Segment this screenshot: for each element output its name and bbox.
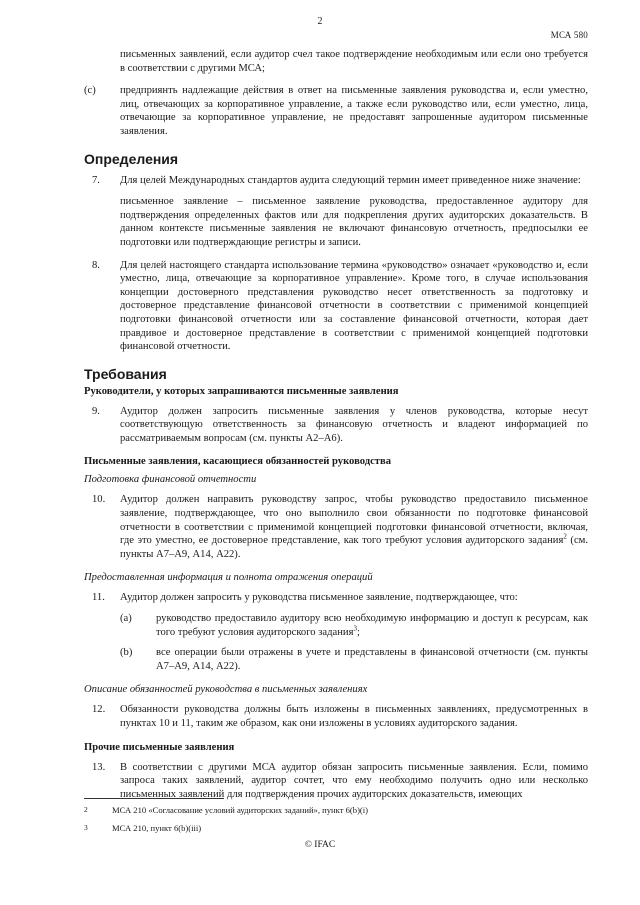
paragraph-number: 9. [92,405,100,417]
paragraph-text: Для целей настоящего стандарта использование термина «руководство» означает «руководство и, если уместно, лица, отвечающие за корпоративное управление». Кроме того, в случае использования концепции достоверного представления руководство несет ответственность за подготовку и достоверное представление финансовой отчетности в соответствии с применимой концепцией подготовки финансовой отчетности или за составление финансовой отчетности, которая дает правдивое и достоверное представление в соответствии с применимой концепцией подготовки финансовой отчетности. [120,259,588,353]
subheading-preparation: Подготовка финансовой отчетности [84,474,257,486]
page-footer: © IFAC [304,840,336,850]
list-label: (a) [120,613,132,625]
list-tail: ; [356,626,360,638]
paragraph-text: Аудитор должен запросить у руководства письменное заявление, подтверждающее, что: [120,592,518,604]
paragraph-9 [84,405,588,446]
paragraph-text: Обязанности руководства должны быть изложены в письменных заявлениях, предусмотренных в пунктах 10 и 11, таким же образом, как они изложены в условиях аудиторского задания. [120,704,588,729]
paragraph-13 [84,761,588,802]
document-id: МСА 580 [550,30,588,40]
paragraph-text: Аудитор должен запросить письменные заявления у членов руководства, которые несут соответствующую ответственность за финансовую отчетность и владеют информацией по рассматриваемым вопросам (см. пункты А2–А6). [120,405,588,444]
list-item-c [84,84,588,138]
continued-item-b: письменных заявлений, если аудитор счел такое подтверждение необходимым или если оно требуется в соответствии с другими МСА; [120,49,588,74]
paragraph-number: 10. [92,494,106,506]
footnote-3 [84,822,588,834]
footnote-ref-2: 2 [563,532,567,541]
list-item-a [84,612,588,639]
paragraph-tail: (см. пункты А7–А9, А14, А22). [120,535,588,560]
body-text [84,48,588,801]
section-heading-definitions: Определения [84,150,179,167]
subheading-other: Прочие письменные заявления [84,741,235,753]
footnote-text: МСА 210, пункт 6(b)(iii) [112,823,202,833]
footnote-2 [84,804,588,816]
footnote-mark: 2 [84,805,88,814]
subheading-responsibilities: Письменные заявления, касающиеся обязанностей руководства [84,456,392,468]
paragraph-text: Для целей Международных стандартов аудита следующий термин имеет приведенное ниже значение: [120,174,581,186]
section-heading-requirements: Требования [84,365,167,382]
list-label: (c) [84,85,96,97]
paragraph-number: 13. [92,761,106,773]
footnote-ref-3: 3 [353,624,357,633]
list-body: руководство предоставило аудитору всю необходимую информацию и доступ к ресурсам, как того требуют условия аудиторского задания [156,613,588,638]
subheading-information: Предоставленная информация и полнота отражения операций [84,572,373,584]
paragraph-12 [84,703,588,730]
list-label: (b) [120,647,133,659]
footnote-mark: 3 [84,823,88,832]
list-text [156,612,588,639]
paragraph-body: Аудитор должен направить руководству запрос, чтобы руководство предоставило письменное заявление, подтверждающее, что оно выполнило свои обязанности по подготовке финансовой отчетности в соответствии с применимой концепцией подготовки финансовой отчетности, включая, где это уместно, ее достоверное представление, как того требуют условия аудиторского задания [120,494,588,547]
paragraph-number: 11. [92,592,105,604]
footnote-divider [84,798,224,799]
footnote-text: МСА 210 «Согласование условий аудиторских заданий», пункт 6(b)(i) [112,805,369,815]
paragraph-number: 8. [92,259,100,271]
paragraph-text [120,493,588,561]
paragraph-number: 12. [92,704,106,716]
footnotes [84,804,588,840]
paragraph-11 [84,591,588,605]
paragraph-text: В соответствии с другими МСА аудитор обязан запросить письменные заявления. Если, помимо запроса таких заявлений, аудитор сочтет, что ему необходимо получить одно или несколько письменных заявлений для подтверждения прочих аудиторских доказательств, имеющих [120,761,588,800]
list-item-b [84,646,588,673]
list-text: все операции были отражены в учете и представлены в финансовой отчетности (см. пункты А7–А9, А14, А22). [156,647,588,672]
paragraph-number: 7. [92,174,100,186]
paragraph-8 [84,259,588,354]
paragraph-10 [84,493,588,561]
page-number: 2 [317,16,323,27]
list-text: предприянть надлежащие действия в ответ на письменные заявления руководства и, если уместно, лиц, отвечающих за корпоративное управление, а также если руководство или, если уместно, лица, отвечающие за корпоративное управление, не предоставят запрошенные аудитором письменные заявления. [120,85,588,137]
paragraph-7 [84,174,588,188]
subheading-managers: Руководители, у которых запрашиваются письменные заявления [84,385,399,397]
definition-text: письменное заявление – письменное заявление руководства, предоставленное аудитору для подтверждения определенных фактов или для подкрепления других аудиторских доказательств. В данном контексте письменные заявления не включают финансовую отчетность, предпосылки ее подготовки или подтверждающие регистры и записи. [120,196,588,248]
subheading-description: Описание обязанностей руководства в письменных заявлениях [84,684,368,696]
